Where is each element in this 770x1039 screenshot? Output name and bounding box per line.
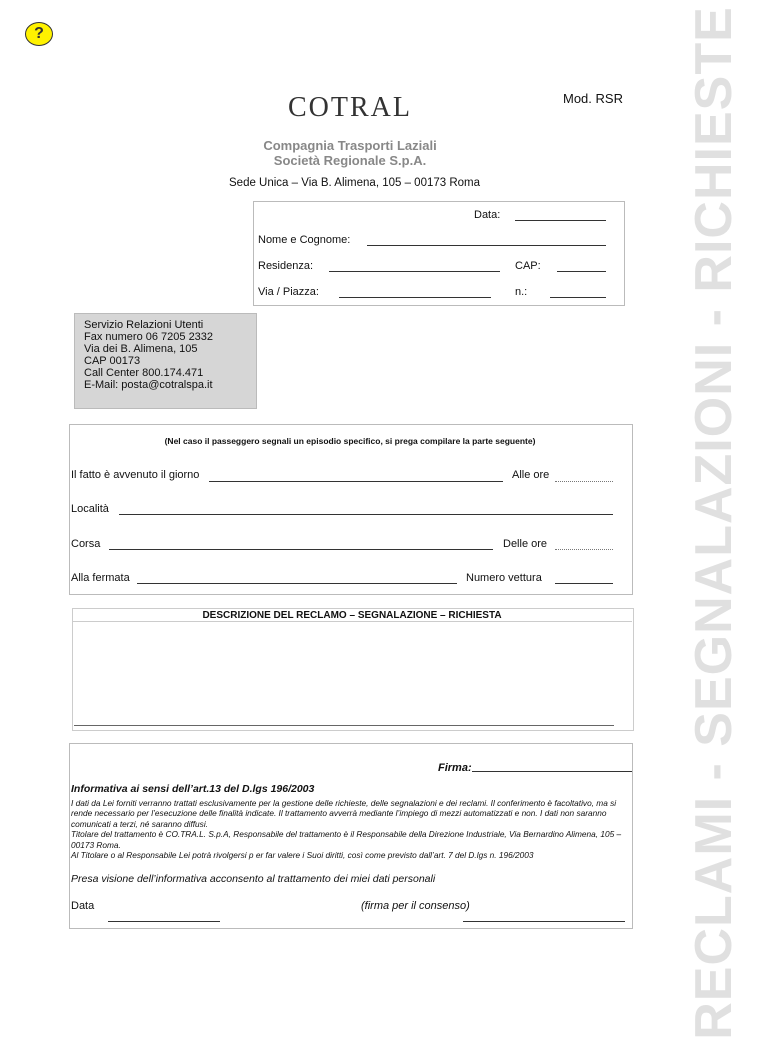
service-email: E-Mail: posta@cotralspa.it <box>84 379 213 391</box>
description-box <box>72 608 634 731</box>
privacy-notice <box>71 784 636 861</box>
privacy-paragraph-1: I dati da Lei forniti verranno trattati esclusivamente per la gestione delle richieste, delle segnalazioni e dei reclami. Il conferimento è facoltativo, ma si rende necessario per l’esecuzione delle finalità indicate. Il trattamento avverrà mediante l’impiego di mezzi automatizzati e non. I dati non saranno comunicati a terzi, né saranno diffusi. <box>71 797 617 829</box>
service-call-center: Call Center 800.174.471 <box>84 367 204 379</box>
event-time-label: Alle ore <box>512 469 550 481</box>
route-time-field[interactable] <box>555 549 613 550</box>
episode-box <box>69 424 633 595</box>
side-banner-text: RECLAMI - SEGNALAZIONI - RICHIESTE <box>685 5 743 1039</box>
stop-label: Alla fermata <box>71 572 130 584</box>
route-time-label: Delle ore <box>503 538 548 550</box>
vehicle-number-label: Numero vettura <box>466 572 542 584</box>
date-field[interactable] <box>515 220 606 221</box>
service-name: Servizio Relazioni Utenti <box>84 319 204 331</box>
episode-note: (Nel caso il passeggero segnali un episodio specifico, si prega compilare la parte seguente) <box>164 436 536 446</box>
consent-statement: Presa visione dell’informativa acconsento al trattamento dei miei dati personali <box>71 873 436 885</box>
cap-field[interactable] <box>557 271 606 272</box>
privacy-paragraph-2: Titolare del trattamento è CO.TRA.L. S.p.A, Responsabile del trattamento è il Responsabile della Direzione Industriale, Via Bernardino Alimena, 105 – 00173 Roma. <box>71 829 622 850</box>
name-label: Nome e Cognome: <box>258 234 351 246</box>
route-label: Corsa <box>71 538 101 550</box>
description-title: DESCRIZIONE DEL RECLAMO – SEGNALAZIONE – RICHIESTA <box>202 610 502 621</box>
side-banner <box>682 5 746 1039</box>
help-icon[interactable]: ? <box>25 22 53 46</box>
event-date-field[interactable] <box>209 481 503 482</box>
event-time-field[interactable] <box>555 481 613 482</box>
consent-date-field[interactable] <box>108 921 220 922</box>
service-street: Via dei B. Alimena, 105 <box>84 343 198 355</box>
vehicle-number-field[interactable] <box>555 583 613 584</box>
house-number-label: n.: <box>515 286 528 298</box>
signature-label: Firma: <box>438 762 472 774</box>
residence-label: Residenza: <box>258 260 314 272</box>
service-fax: Fax numero 06 7205 2332 <box>84 331 214 343</box>
residence-field[interactable] <box>329 271 500 272</box>
location-label: Località <box>71 503 109 515</box>
street-field[interactable] <box>339 297 491 298</box>
description-header-divider <box>72 621 632 622</box>
consent-date-label: Data <box>71 900 95 912</box>
name-field[interactable] <box>367 245 606 246</box>
cotral-logo: COTRAL <box>288 92 412 123</box>
service-info-box <box>74 313 257 409</box>
house-number-field[interactable] <box>550 297 606 298</box>
privacy-paragraph-3: Al Titolare o al Responsabile Lei potrà rivolgersi p er far valere i Suoi diritti, così come previsto dall’art. 7 del D.lgs n. 196/2003 <box>71 850 534 860</box>
stop-field[interactable] <box>137 583 457 584</box>
cap-label: CAP: <box>515 260 541 272</box>
form-code: Mod. RSR <box>563 91 623 106</box>
company-name <box>230 138 470 168</box>
privacy-title: Informativa ai sensi dell’art.13 del D.lgs 196/2003 <box>71 783 315 795</box>
headquarters-address: Sede Unica – Via B. Alimena, 105 – 00173 Roma <box>229 177 481 189</box>
consent-signature-label: (firma per il consenso) <box>361 900 470 912</box>
route-field[interactable] <box>109 549 493 550</box>
company-line-2: Società Regionale S.p.A. <box>273 153 427 168</box>
signature-field[interactable] <box>472 771 632 772</box>
company-line-1: Compagnia Trasporti Laziali <box>263 138 437 153</box>
service-cap: CAP 00173 <box>84 355 141 367</box>
event-date-label: Il fatto è avvenuto il giorno <box>71 469 200 481</box>
location-field[interactable] <box>119 514 613 515</box>
description-field[interactable] <box>74 725 614 726</box>
street-label: Via / Piazza: <box>258 286 319 298</box>
consent-signature-field[interactable] <box>463 921 625 922</box>
date-label: Data: <box>474 209 501 221</box>
